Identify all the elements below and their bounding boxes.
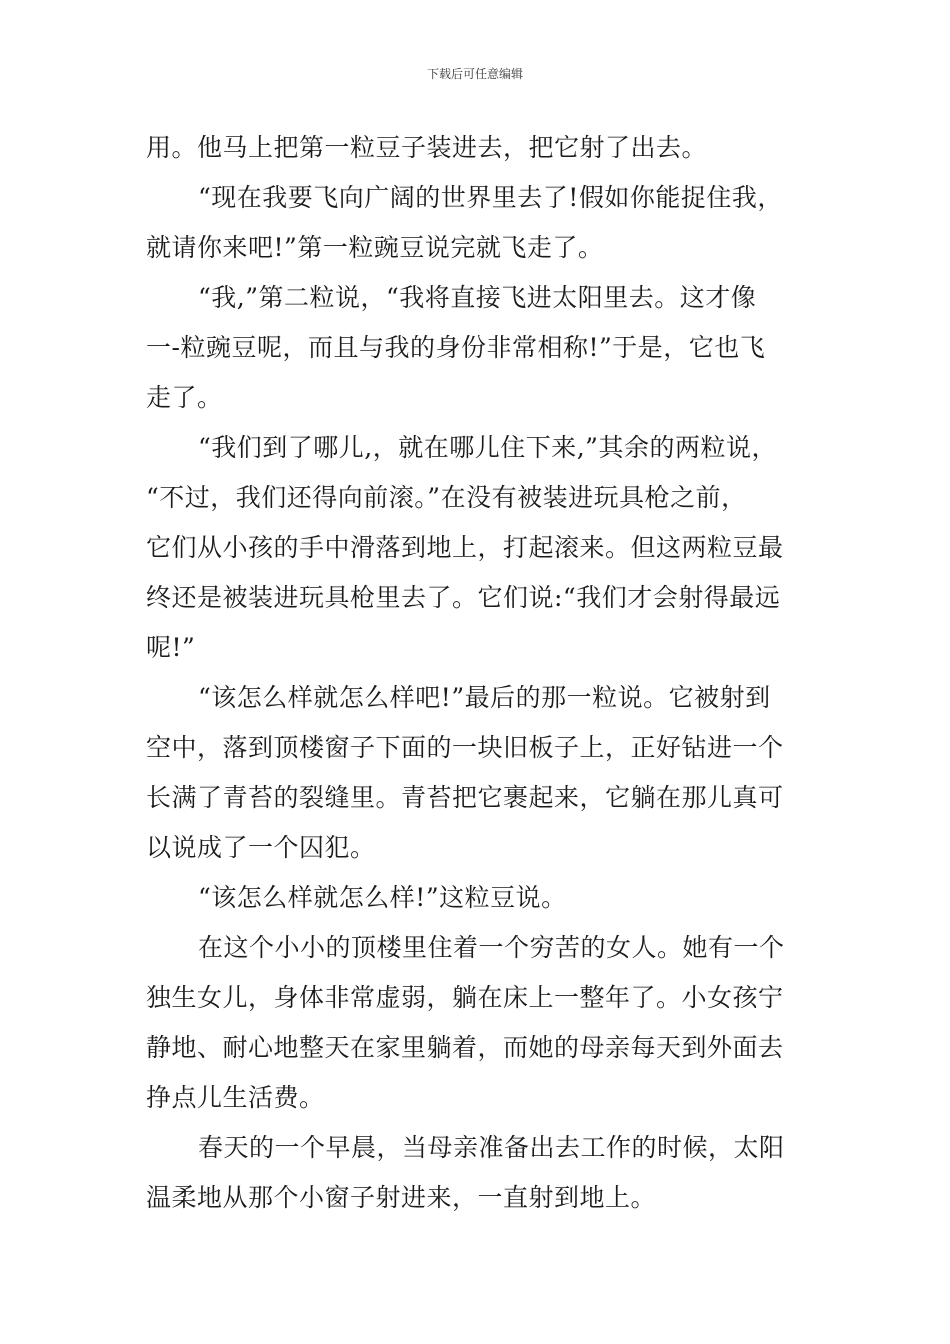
text-line: 空中，落到顶楼窗子下面的一块旧板子上，正好钻进一个: [146, 733, 784, 762]
text-line: 终还是被装进玩具枪里去了。它们说:“我们才会射得最远: [146, 583, 781, 612]
text-line: 温柔地从那个小窗子射进来，一直射到地上。: [146, 1183, 657, 1212]
text-line: 在这个小小的顶楼里住着一个穷苦的女人。她有一个: [198, 933, 785, 962]
text-line: 就请你来吧!”第一粒豌豆说完就飞走了。: [146, 233, 604, 262]
document-body: [146, 128, 818, 1228]
text-line: 呢!”: [146, 633, 196, 662]
text-line: “不过，我们还得向前滚。”在没有被装进玩具枪之前，: [146, 483, 747, 512]
text-line: “现在我要飞向广阔的世界里去了!假如你能捉住我，: [198, 183, 783, 212]
text-line: “我,”第二粒说，“我将直接飞进太阳里去。这才像: [198, 283, 757, 312]
text-line: “该怎么样就怎么样!”这粒豆说。: [198, 883, 567, 912]
text-line: “我们到了哪儿,，就在哪儿住下来,”其余的两粒说，: [198, 433, 777, 462]
text-line: 用。他马上把第一粒豆子装进去，把它射了出去。: [146, 133, 708, 162]
text-line: “该怎么样就怎么样吧!”最后的那一粒说。它被射到: [198, 683, 771, 712]
text-line: 以说成了一个囚犯。: [146, 833, 376, 862]
text-line: 静地、耐心地整天在家里躺着，而她的母亲每天到外面去: [146, 1033, 784, 1062]
text-line: 春天的一个早晨，当母亲准备出去工作的时候，太阳: [198, 1133, 785, 1162]
text-line: 长满了青苔的裂缝里。青苔把它裹起来，它躺在那儿真可: [146, 783, 784, 812]
text-line: 走了。: [146, 383, 223, 412]
text-line: 挣点儿生活费。: [146, 1083, 325, 1112]
text-line: 它们从小孩的手中滑落到地上，打起滚来。但这两粒豆最: [146, 533, 784, 562]
text-line: 一-粒豌豆呢，而且与我的身份非常相称!”于是，它也飞: [146, 333, 766, 362]
page-header: 下载后可任意编辑: [426, 67, 523, 81]
text-line: 独生女儿，身体非常虚弱，躺在床上一整年了。小女孩宁: [146, 983, 784, 1012]
